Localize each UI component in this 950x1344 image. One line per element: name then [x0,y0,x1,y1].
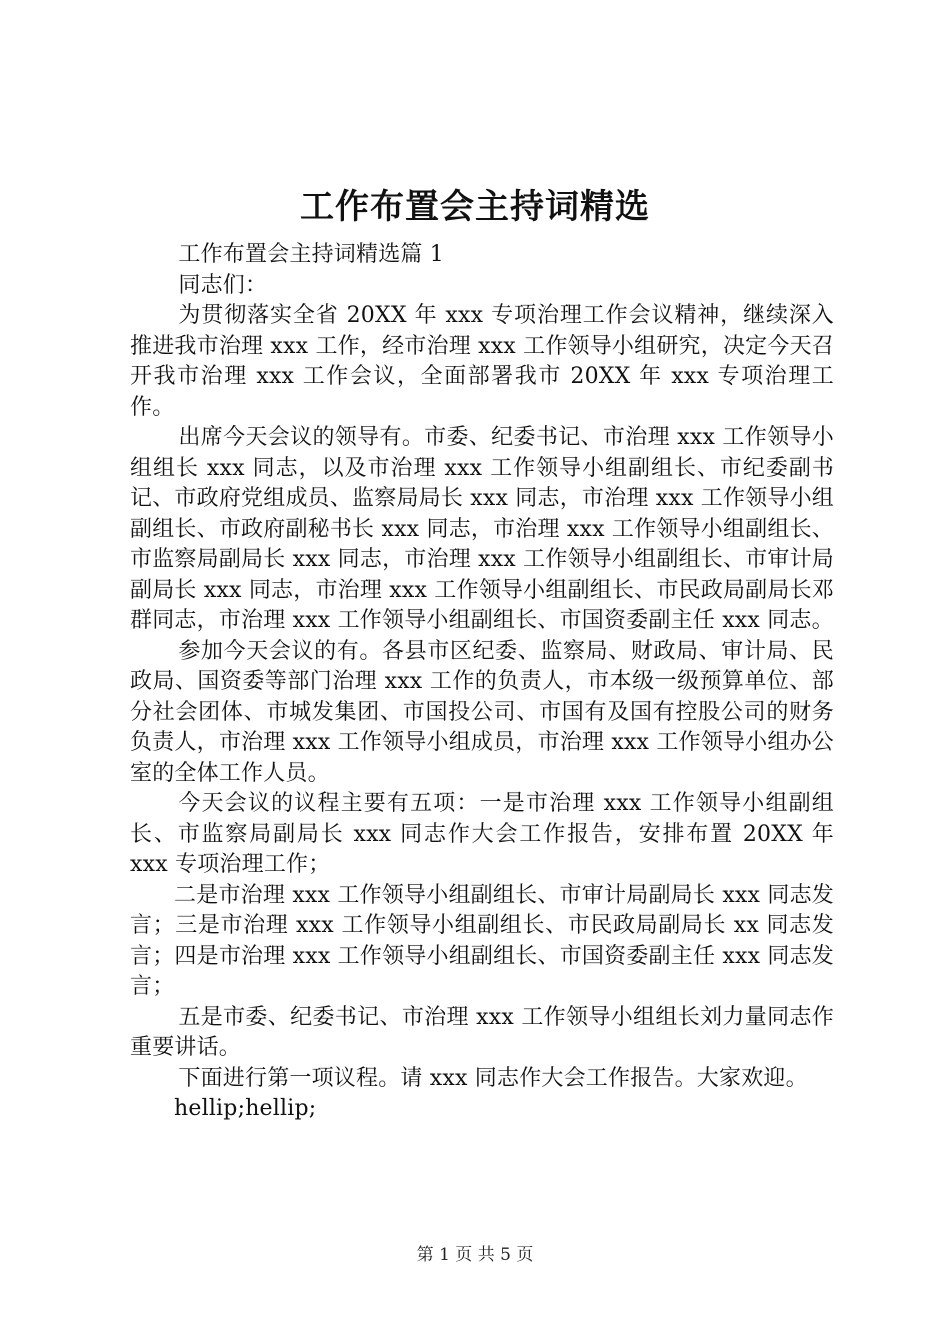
paragraph-ellipsis: hellip;hellip; [174,1096,317,1121]
salutation: 同志们： [178,272,268,298]
paragraph-attending-leaders: 出席今天会议的领导有。市委、纪委书记、市治理 xxx 工作领导小组组长 xxx 同志，以及市治理 xxx 工作领导小组副组长、市纪委副书记、市政府党组成员、监察局局长 xxx 同志，市治理 xxx 工作领导小组副组长、市政府副秘书长 xxx 同志，市治理 xxx 工作领导小组副组长、市监察局副局长 xxx 同志，市治理 xxx 工作领导小组副组长、市审计局副局长 xxx 同志，市治理 xxx 工作领导小组副组长、市民政局副局长邓群同志，市治理 xxx 工作领导小组副组长、市国资委副主任 xxx 同志。 [130,425,834,633]
paragraph-first-item: 下面进行第一项议程。请 xxx 同志作大会工作报告。大家欢迎。 [178,1065,808,1091]
paragraph-agenda-items: 二是市治理 xxx 工作领导小组副组长、市审计局副局长 xxx 同志发言；三是市治理 xxx 工作领导小组副组长、市民政局副局长 xx 同志发言；四是市治理 xxx 工作领导小组副组长、市国资委副主任 xxx 同志发言； [130,882,834,999]
paragraph-agenda-intro: 今天会议的议程主要有五项：一是市治理 xxx 工作领导小组副组长、市监察局副局长 xxx 同志作大会工作报告，安排布置 20XX 年 xxx 专项治理工作； [130,791,834,877]
paragraph-agenda-final: 五是市委、纪委书记、市治理 xxx 工作领导小组组长刘力量同志作重要讲话。 [130,1004,834,1060]
document-body [130,240,834,1125]
document-title: 工作布置会主持词精选 [300,187,650,227]
section-heading: 工作布置会主持词精选篇 1 [178,242,444,267]
paragraph-participants: 参加今天会议的有。各县市区纪委、监察局、财政局、审计局、民政局、国资委等部门治理 xxx 工作的负责人，市本级一级预算单位、部分社会团体、市城发集团、市国投公司、市国有及国有控股公司的财务负责人，市治理 xxx 工作领导小组成员，市治理 xxx 工作领导小组办公室的全体工作人员。 [130,638,834,786]
page-footer: 第 1 页 共 5 页 [416,1245,534,1265]
paragraph-purpose: 为贯彻落实全省 20XX 年 xxx 专项治理工作会议精神，继续深入推进我市治理 xxx 工作，经市治理 xxx 工作领导小组研究，决定今天召开我市治理 xxx 工作会议，全面部署我市 20XX 年 xxx 专项治理工作。 [130,303,834,420]
